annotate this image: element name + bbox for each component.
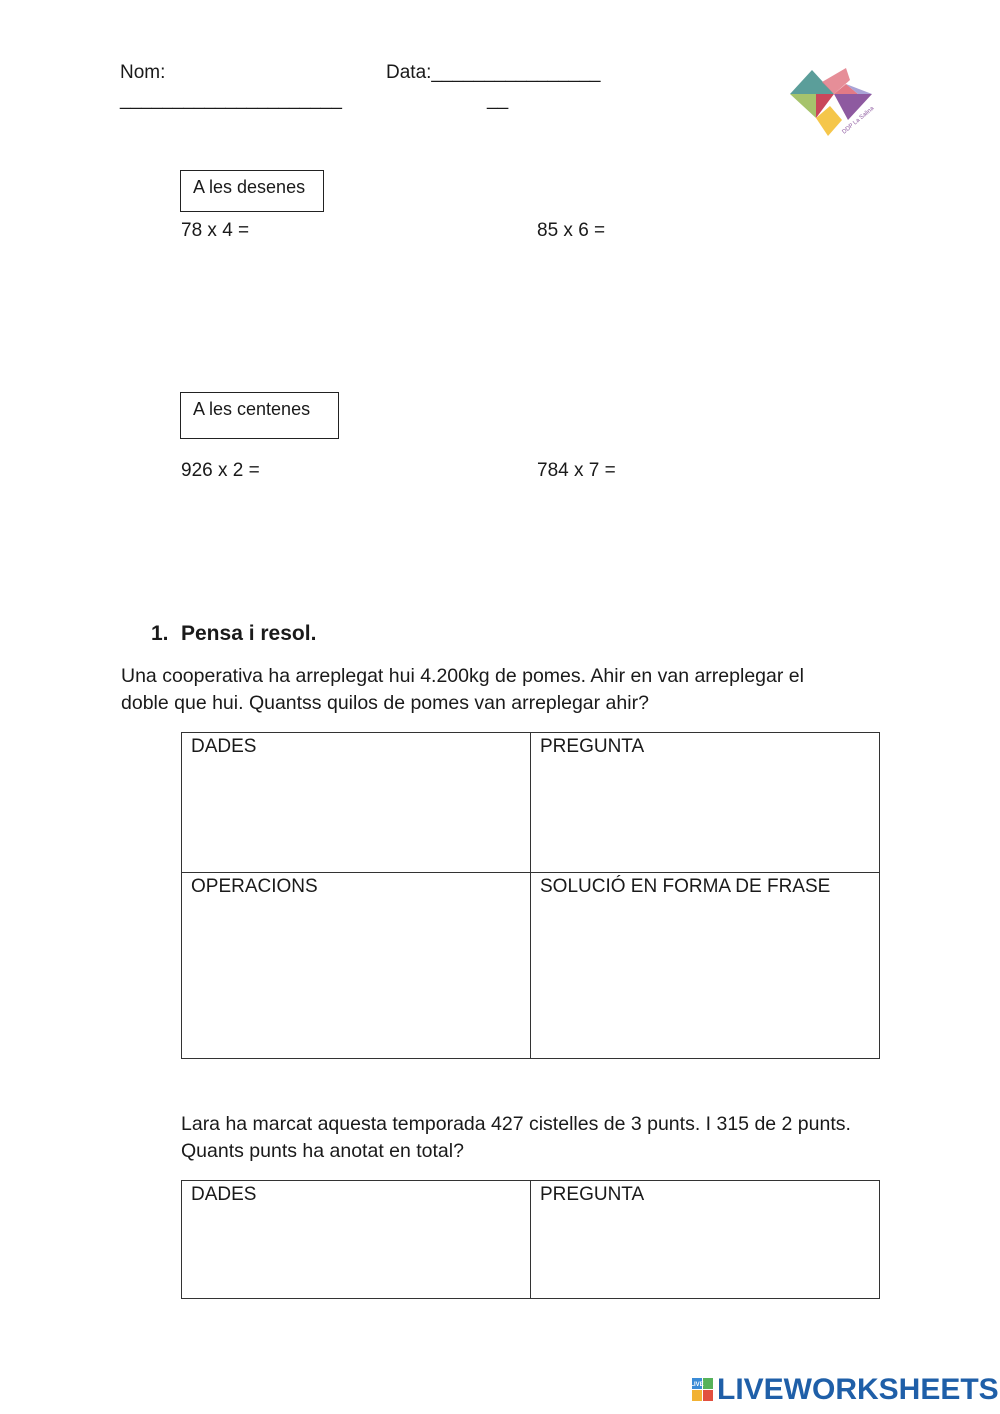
tens-section-title: A les desenes <box>180 170 324 212</box>
problem1-line2: doble que hui. Quantss quilos de pomes van arreplegar ahir? <box>121 692 649 714</box>
exercise-number: 1. <box>151 622 169 645</box>
hundreds-section-title: A les centenes <box>180 392 339 439</box>
problem1-data-cell[interactable]: DADES <box>182 733 531 873</box>
problem1-question-cell[interactable]: PREGUNTA <box>531 733 880 873</box>
liveworksheets-text: LIVEWORKSHEETS <box>717 1373 999 1406</box>
liveworksheets-logo-icon <box>692 1378 714 1402</box>
date-label[interactable]: Data:________________ <box>386 62 601 83</box>
problem2-question-cell[interactable]: PREGUNTA <box>531 1181 880 1299</box>
tangram-logo-icon <box>786 64 876 140</box>
name-line[interactable]: _____________________ <box>120 89 342 110</box>
problem1-text <box>121 663 881 717</box>
logo-badge-text: LIVE <box>690 1382 704 1388</box>
exercise-title: Pensa i resol. <box>181 622 317 645</box>
problem1-line1: Una cooperativa ha arreplegat hui 4.200kg de pomes. Ahir en van arreplegar el <box>121 665 804 687</box>
problem-926x2: 926 x 2 = <box>181 460 260 481</box>
problem1-operations-cell[interactable]: OPERACIONS <box>182 873 531 1059</box>
date-line: __ <box>487 89 509 110</box>
problem2-data-cell[interactable]: DADES <box>182 1181 531 1299</box>
school-logo <box>786 64 876 140</box>
problem2-text <box>181 1111 901 1165</box>
name-label: Nom: <box>120 62 166 83</box>
problem2-line2: Quants punts ha anotat en total? <box>181 1140 464 1162</box>
problem2-line1: Lara ha marcat aquesta temporada 427 cistelles de 3 punts. I 315 de 2 punts. <box>181 1113 851 1135</box>
logo-text: DDP La Salina <box>841 105 876 136</box>
problem-784x7: 784 x 7 = <box>537 460 616 481</box>
problem1-table <box>181 732 880 1059</box>
problem-78x4: 78 x 4 = <box>181 220 250 241</box>
problem-85x6: 85 x 6 = <box>537 220 606 241</box>
problem1-solution-cell[interactable]: SOLUCIÓ EN FORMA DE FRASE <box>531 873 880 1059</box>
problem2-table <box>181 1180 880 1299</box>
liveworksheets-brand <box>690 1373 999 1406</box>
